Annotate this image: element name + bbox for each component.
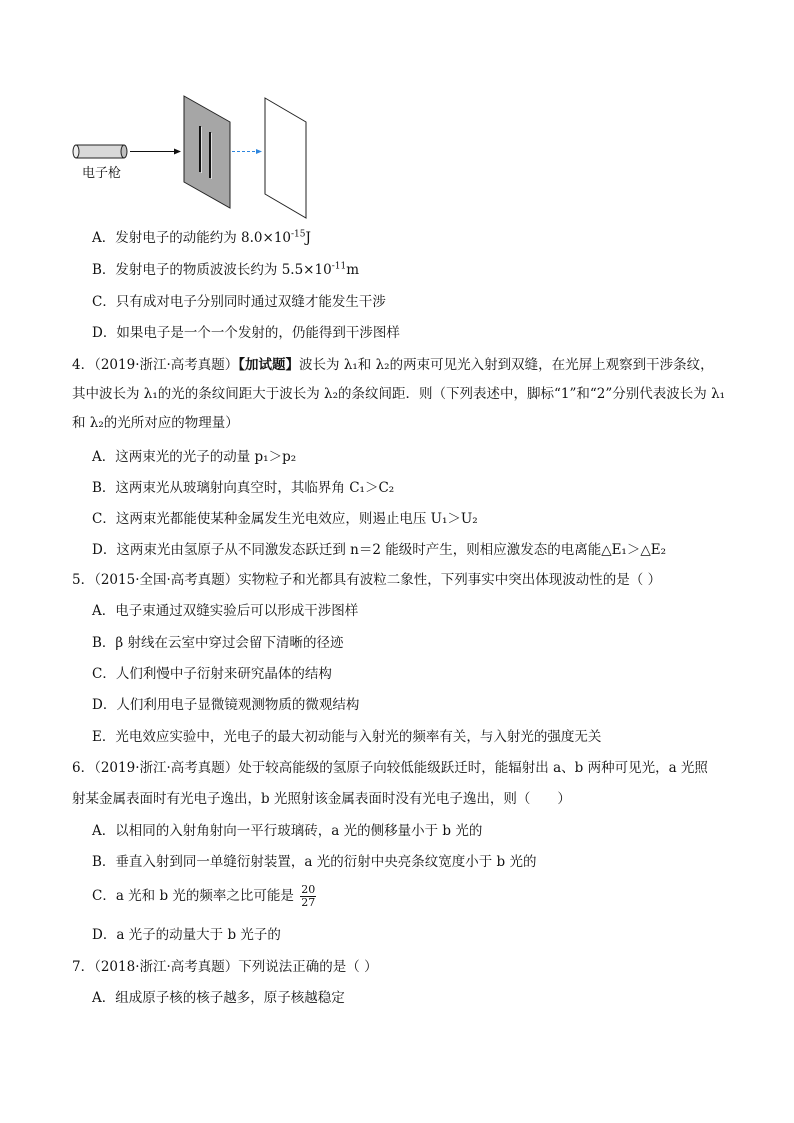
q4-option-d: D．这两束光由氢原子从不同激发态跃迁到 n＝2 能级时产生，则相应激发态的电离能△E₁＞△E₂	[92, 542, 666, 558]
q4-option-c: C．这两束光都能使某种金属发生光电效应，则遏止电压 U₁＞U₂	[92, 511, 478, 527]
electron-gun-label: 电子枪	[82, 166, 122, 181]
electron-beam-arrow-icon	[130, 149, 181, 155]
q5-stem: 5．（2015·全国·高考真题）实物粒子和光都具有波粒二象性，下列事实中突出体现波动性的是（ ）	[72, 572, 662, 588]
q5-option-b: B．β 射线在云室中穿过会留下清晰的径迹	[92, 635, 344, 651]
q4-option-b: B．这两束光从玻璃射向真空时，其临界角 C₁＞C₂	[92, 480, 395, 496]
q6-stem-line2: 射某金属表面时有光电子逸出，b 光照射该金属表面时没有光电子逸出，则（ ）	[72, 791, 571, 807]
q4-stem-line3: 和 λ₂的光所对应的物理量）	[72, 415, 239, 431]
double-slit-figure	[70, 92, 320, 222]
dashed-arrow-icon	[232, 149, 262, 154]
q6-option-b: B．垂直入射到同一单缝衍射装置，a 光的衍射中央亮条纹宽度小于 b 光的	[92, 854, 537, 870]
q4-stem-line2: 其中波长为 λ₁的光的条纹间距大于波长为 λ₂的条纹间距．则（下列表述中，脚标“1”和“2”分别代表波长为 λ₁	[72, 386, 726, 402]
q4-stem-line1: 4．（2019·浙江·高考真题）【加试题】波长为 λ₁和 λ₂的两束可见光入射到双缝，在光屏上观察到干涉条纹，	[72, 357, 714, 373]
q7-option-a: A．组成原子核的核子越多，原子核越稳定	[92, 990, 345, 1006]
q5-option-e: E．光电效应实验中，光电子的最大初动能与入射光的频率有关，与入射光的强度无关	[92, 729, 602, 745]
q3-option-b: B．发射电子的物质波波长约为 $5.5\times 10^{-11}m$	[92, 261, 359, 278]
q3-option-a: A．发射电子的动能约为 $8.0\times 10^{-15}J$	[92, 229, 311, 246]
double-slit-plate-icon	[184, 96, 230, 208]
fraction-20-27: $\frac{20}{27}$	[301, 883, 316, 909]
q5-option-d: D．人们利用电子显微镜观测物质的微观结构	[92, 697, 360, 713]
q6-stem-line1: 6．（2019·浙江·高考真题）处于较高能级的氢原子向较低能级跃迁时，能辐射出 a、b 两种可见光，a 光照	[72, 760, 708, 776]
q3-option-d: D．如果电子是一个一个发射的，仍能得到干涉图样	[92, 325, 400, 341]
q6-option-a: A．以相同的入射角射向一平行玻璃砖，a 光的侧移量小于 b 光的	[92, 823, 483, 839]
q5-option-c: C．人们利慢中子衍射来研究晶体的结构	[92, 666, 332, 682]
q6-option-c: C．a 光和 b 光的频率之比可能是 $\frac{20}{27}$	[92, 883, 316, 909]
q4-option-a: A．这两束光的光子的动量 p₁＞p₂	[92, 449, 297, 465]
screen-icon	[265, 98, 306, 218]
q5-option-a: A．电子束通过双缝实验后可以形成干涉图样	[92, 603, 359, 619]
electron-gun-icon	[73, 145, 127, 158]
double-slit-diagram	[70, 92, 320, 222]
q7-stem: 7．（2018·浙江·高考真题）下列说法正确的是（ ）	[72, 959, 378, 975]
q3-option-c: C．只有成对电子分别同时通过双缝才能发生干涉	[92, 294, 386, 310]
q6-option-d: D．a 光子的动量大于 b 光子的	[92, 927, 281, 943]
